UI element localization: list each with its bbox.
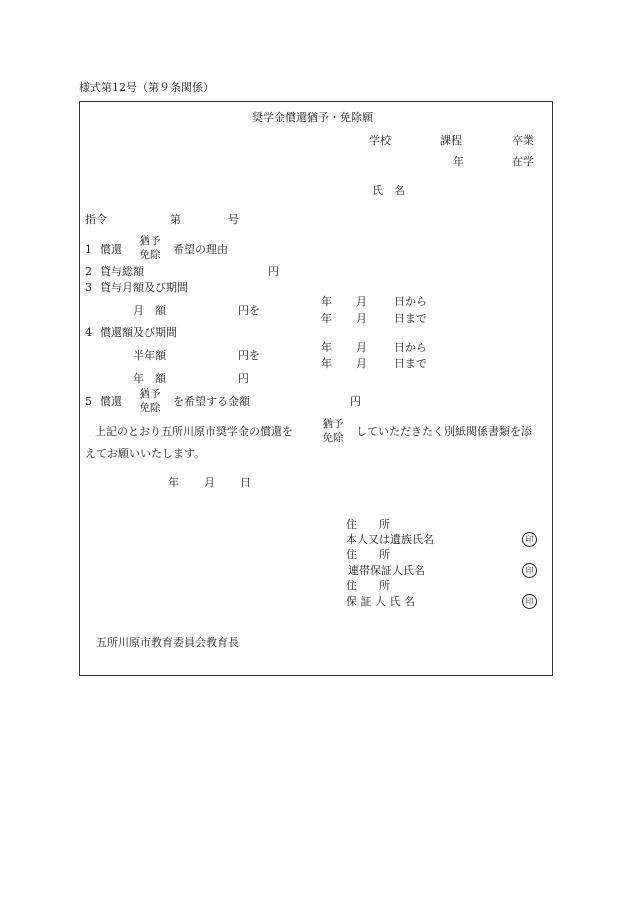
enrolled-label: 在学 — [512, 155, 534, 168]
directive-label: 指令 — [85, 213, 107, 226]
item2-label: 貸与総額 — [100, 265, 144, 278]
addressee: 五所川原市教育委員会教育長 — [96, 636, 239, 649]
course-label: 課程 — [440, 134, 462, 147]
item4-label: 償還額及び期間 — [100, 326, 177, 339]
item2-yen: 円 — [268, 265, 279, 278]
item3-label: 貸与月額及び期間 — [100, 281, 188, 294]
item4-annual-label: 年 額 — [133, 372, 166, 385]
item1-label: 償還 — [100, 243, 122, 256]
applicant-name-label: 本人又は遺族氏名 — [346, 533, 434, 546]
item3-number: 3 — [85, 281, 92, 294]
item4-from-day: 日から — [394, 341, 427, 354]
graduation-label: 卒業 — [512, 134, 534, 147]
item1-options — [135, 234, 165, 262]
item2-number: 2 — [85, 265, 92, 278]
body-line2: えてお願いいたします。 — [85, 447, 206, 460]
item5-yen: 円 — [350, 395, 361, 408]
date-month: 月 — [204, 476, 215, 489]
item4-to-day: 日まで — [394, 357, 427, 370]
item5-options — [135, 387, 165, 415]
item1-option-exempt: 免除 — [139, 249, 161, 261]
body-line1-start: 上記のとおり五所川原市奨学金の償還を — [95, 425, 293, 438]
item4-to-year: 年 — [321, 357, 332, 370]
item4-from-month: 月 — [356, 341, 367, 354]
school-label: 学校 — [369, 134, 391, 147]
form-number: 様式第12号（第９条関係） — [79, 81, 214, 94]
item5-option-exempt: 免除 — [139, 402, 161, 414]
item4-from-year: 年 — [321, 341, 332, 354]
form-title: 奨学金償還猶予・免除願 — [252, 111, 373, 124]
directive-no: 第 — [170, 213, 181, 226]
item3-from-day: 日から — [394, 295, 427, 308]
year-label: 年 — [453, 155, 464, 168]
item5-label: 償還 — [100, 395, 122, 408]
application-form — [79, 101, 553, 676]
body-line1-end: していただきたく別紙関係書類を添 — [356, 425, 532, 438]
item1-option-postpone: 猶予 — [139, 235, 161, 247]
body-option-postpone: 猶予 — [322, 418, 344, 430]
guarantor1-name-label: 連帯保証人氏名 — [348, 564, 425, 577]
applicant-address-label: 住 所 — [346, 518, 390, 531]
name-label: 氏 名 — [372, 184, 405, 197]
item4-number: 4 — [85, 326, 92, 339]
item4-yen-wo: 円を — [238, 349, 260, 362]
item3-to-year: 年 — [321, 312, 332, 325]
item5-option-postpone: 猶予 — [139, 388, 161, 400]
item4-half-year-label: 半年額 — [133, 349, 166, 362]
applicant-seal: 印 — [522, 532, 537, 547]
guarantor1-address-label: 住 所 — [346, 548, 390, 561]
item1-number: 1 — [85, 243, 92, 256]
guarantor2-name-label: 保 証 人 氏 名 — [346, 595, 415, 608]
guarantor1-seal: 印 — [522, 563, 537, 578]
item4-yen: 円 — [238, 372, 249, 385]
date-year: 年 — [168, 476, 179, 489]
guarantor2-seal: 印 — [522, 594, 537, 609]
guarantor2-address-label: 住 所 — [346, 579, 390, 592]
item3-from-year: 年 — [321, 295, 332, 308]
item3-from-month: 月 — [356, 295, 367, 308]
body-options — [318, 417, 348, 445]
item4-to-month: 月 — [356, 357, 367, 370]
item3-monthly-label: 月 額 — [133, 304, 166, 317]
body-option-exempt: 免除 — [322, 432, 344, 444]
item3-to-month: 月 — [356, 312, 367, 325]
item1-text: 希望の理由 — [173, 243, 228, 256]
directive-suffix: 号 — [228, 213, 239, 226]
item3-yen-wo: 円を — [238, 304, 260, 317]
item3-to-day: 日まで — [394, 312, 427, 325]
item5-number: 5 — [85, 395, 92, 408]
item5-text: を希望する金額 — [173, 395, 250, 408]
date-day: 日 — [240, 476, 251, 489]
